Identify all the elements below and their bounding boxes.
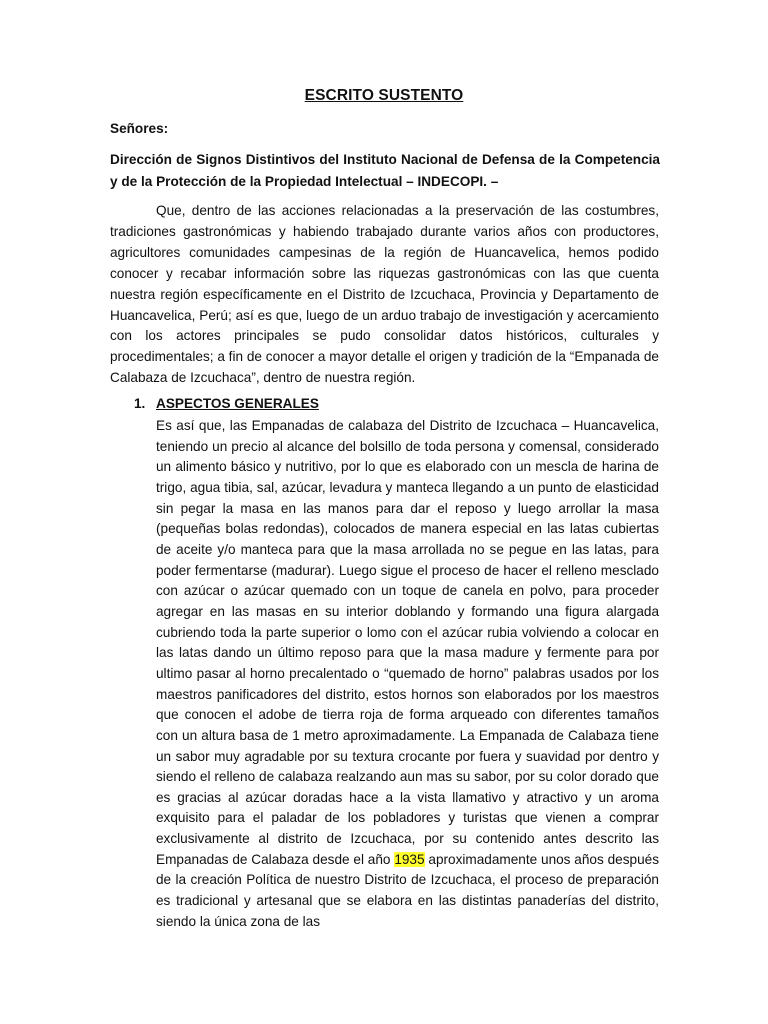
document-title: ESCRITO SUSTENTO [304,87,464,104]
addressee: Dirección de Signos Distintivos del Instituto Nacional de Defensa de la Competencia y de la Protección de la Propiedad Intelectual – INDECOPI. – [110,152,660,189]
section-body-text-before: Es así que, las Empanadas de calabaza del Distrito de Izcuchaca – Huancavelica, teniendo un precio al alcance del bolsillo de toda persona y comensal, considerado un alimento básico y nutritivo, por lo que es elaborado con un mescla de harina de trigo, agua tibia, sal, azúcar, levadura y manteca llegando a un punto de elasticidad sin pegar la masa en las manos para dar el reposo y luego arrollar la masa (pequeñas bolas redondas), colocados de manera especial en las latas cubiertas de aceite y/o manteca para que la masa arrollada no se pegue en las latas, para poder fermentarse (madurar). Luego sigue el proceso de hacer el relleno mesclado con azúcar o azúcar quemado con un toque de canela en polvo, para proceder agregar en las masas en su interior doblando y formando una figura alargada cubriendo toda la parte superior o lomo con el azúcar rubia volviendo a colocar en las latas dando un último reposo para que la masa madure y fermente para por ultimo pasar al horno precalentado o “quemado de horno” palabras usados por los maestros panificadores del distrito, estos hornos son elaborados por los maestros que conocen el adobe de tierra roja de forma arqueado con diferentes tamaños con un altura basa de 1 metro aproximadamente. La Empanada de Calabaza tiene un sabor muy agradable por su textura crocante por fuera y suavidad por dentro y siendo el relleno de calabaza realzando aun mas su sabor, por su color dorado que es gracias al azúcar doradas hace a la vista llamativo y atractivo y un aroma exquisito para el paladar de los pobladores y turistas que vienen a comprar exclusivamente al distrito de Izcuchaca, por su contenido antes descrito las Empanadas de Calabaza desde el año [156,418,659,867]
section-heading-label: ASPECTOS GENERALES [156,396,319,411]
section-heading [134,396,319,411]
section-body [156,416,659,932]
section-body-text-after: aproximadamente unos años después de la creación Política de nuestro Distrito de Izcuchaca, el proceso de preparación es tradicional y artesanal que se elabora en las distintas panaderías del distrito, siendo la única zona de las [156,851,659,929]
highlighted-year: 1935 [394,851,425,867]
intro-paragraph: Que, dentro de las acciones relacionadas a la preservación de las costumbres, tradiciones gastronómicas y habiendo trabajado durante varios años con productores, agricultores comunidades campesinas de la región de Huancavelica, hemos podido conocer y recabar información sobre las riquezas gastronómicas con las que cuenta nuestra región específicamente en el Distrito de Izcuchaca, Provincia y Departamento de Huancavelica, Perú; así es que, luego de un arduo trabajo de investigación y acercamiento con los actores principales se pudo consolidar datos históricos, culturales y procedimentales; a fin de conocer a mayor detalle el origen y tradición de la “Empanada de Calabaza de Izcuchaca”, dentro de nuestra región. [110,203,659,386]
greeting: Señores: [110,121,169,136]
section-number: 1. [134,396,146,411]
